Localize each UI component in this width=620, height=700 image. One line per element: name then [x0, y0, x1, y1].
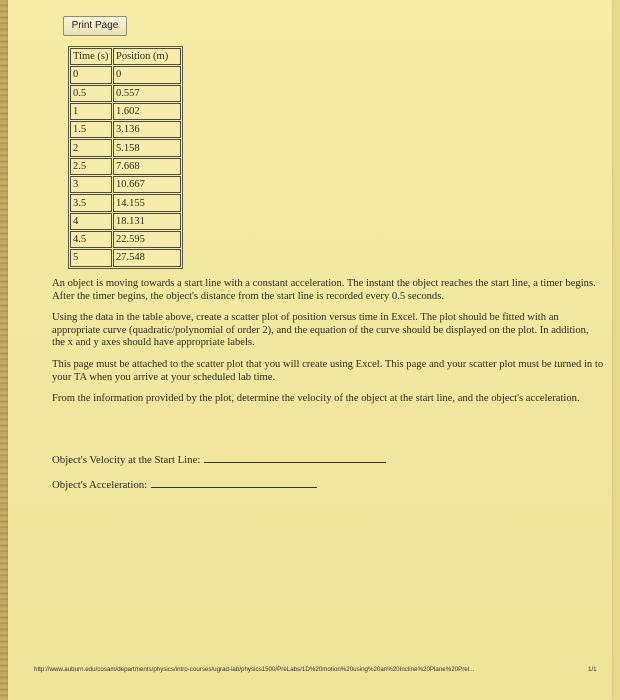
footer-page-number: 1/1 — [588, 666, 597, 673]
data-table — [68, 46, 183, 269]
time-cell: 2.5 — [70, 158, 112, 175]
table-body — [70, 66, 181, 266]
time-cell: 1.5 — [70, 121, 112, 138]
position-cell: 3.136 — [113, 121, 181, 138]
time-cell: 4.5 — [70, 231, 112, 248]
paragraph-submission: This page must be attached to the scatter plot that you will create using Excel. This page and your scatter plot must be turned in to your TA when you arrive at your scheduled lab time. — [52, 358, 604, 383]
position-cell: 0 — [113, 66, 181, 83]
time-cell: 4 — [70, 213, 112, 230]
table-row — [70, 249, 181, 266]
velocity-answer — [52, 451, 386, 466]
table-row — [70, 121, 181, 138]
acceleration-blank[interactable] — [151, 476, 317, 488]
position-cell: 22.595 — [113, 231, 181, 248]
position-cell: 0.557 — [113, 85, 181, 102]
time-cell: 3 — [70, 176, 112, 193]
position-cell: 1.602 — [113, 103, 181, 120]
position-cell: 27.548 — [113, 249, 181, 266]
position-cell: 5.158 — [113, 139, 181, 156]
printed-page — [8, 0, 612, 700]
time-cell: 0.5 — [70, 85, 112, 102]
paragraph-question: From the information provided by the plot, determine the velocity of the object at the start line, and the object's acceleration. — [52, 393, 580, 405]
time-cell: 5 — [70, 249, 112, 266]
position-cell: 14.155 — [113, 194, 181, 211]
print-page-button[interactable]: Print Page — [63, 16, 127, 36]
table-row — [70, 231, 181, 248]
time-cell: 3.5 — [70, 194, 112, 211]
column-header-time: Time (s) — [70, 48, 112, 65]
table-row — [70, 213, 181, 230]
position-cell: 10.667 — [113, 176, 181, 193]
velocity-label: Object's Velocity at the Start Line: — [52, 454, 201, 466]
time-cell: 2 — [70, 139, 112, 156]
paragraph-scenario: An object is moving towards a start line with a constant acceleration. The instant the object reaches the start line, a timer begins. After the timer begins, the object's distance from the start line is recorded every 0.5 seconds. — [52, 278, 596, 302]
table-row — [70, 103, 181, 120]
table-row — [70, 85, 181, 102]
table-header-row — [70, 48, 181, 65]
paragraph-plot-instructions: Using the data in the table above, create a scatter plot of position versus time in Excel. The plot should be fitted with an appropriate curve (quadratic/polynomial of order 2), and the equation of the curve should be displayed on the plot. In addition, the x and y axes should have appropriate labels. — [52, 312, 589, 349]
table-row — [70, 194, 181, 211]
acceleration-answer — [52, 476, 317, 491]
footer-url: http://www.auburn.edu/cosam/departments/physics/intro-courses/ugrad-lab/physics1500/PreLabs/1D%20motion%20using%20an%20Incline%20Plane%20Prel... — [34, 666, 475, 673]
instructions — [52, 278, 604, 415]
time-cell: 1 — [70, 103, 112, 120]
column-header-position: Position (m) — [113, 48, 181, 65]
time-cell: 0 — [70, 66, 112, 83]
table-row — [70, 176, 181, 193]
velocity-blank[interactable] — [204, 451, 386, 463]
acceleration-label: Object's Acceleration: — [52, 479, 148, 491]
table-row — [70, 158, 181, 175]
table-row — [70, 66, 181, 83]
position-cell: 18.131 — [113, 213, 181, 230]
position-cell: 7.668 — [113, 158, 181, 175]
table-row — [70, 139, 181, 156]
